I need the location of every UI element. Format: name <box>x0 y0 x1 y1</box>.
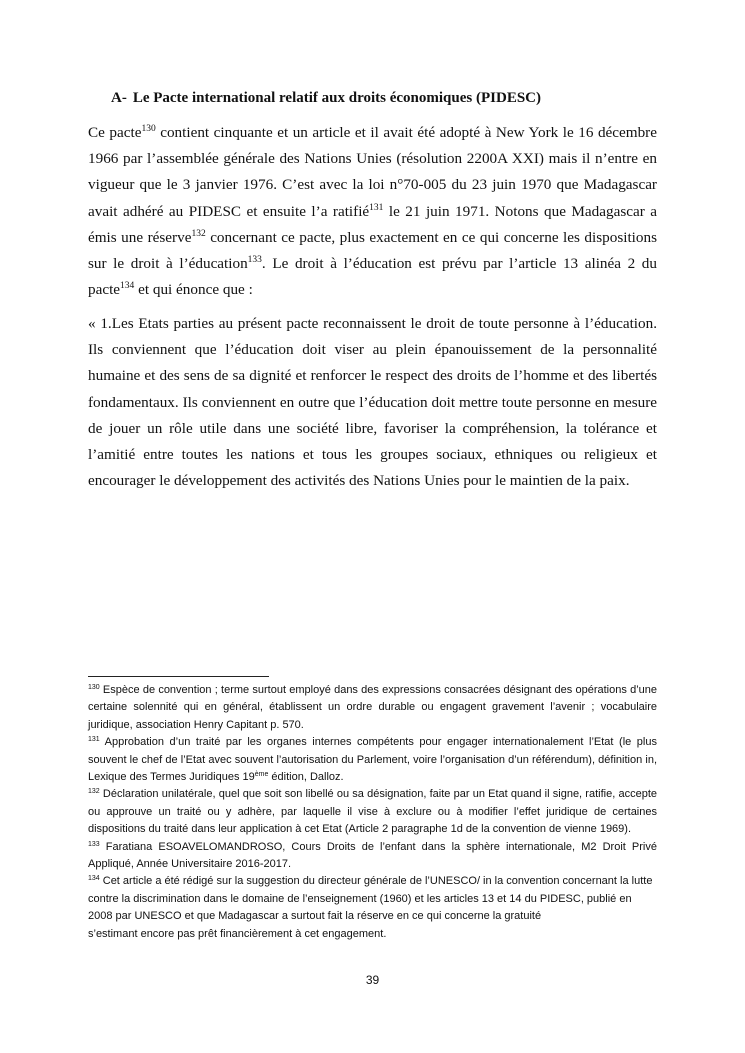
text-span: Ce pacte <box>88 124 142 141</box>
footnote-number: 134 <box>88 875 100 883</box>
footnote-132 <box>88 786 657 838</box>
footnote-number: 133 <box>88 840 100 848</box>
text-span: et qui énonce que : <box>134 281 253 299</box>
footnote-ref-134[interactable]: 134 <box>120 281 135 292</box>
footnote-134 <box>88 873 657 943</box>
text-span: . Le droit à l’éducation est prévu par l’article 13 alinéa 2 du pacte <box>88 255 657 299</box>
footnote-133 <box>88 839 657 874</box>
footnote-number: 130 <box>88 684 100 691</box>
section-heading <box>111 88 541 108</box>
footnote-ref-132[interactable]: 132 <box>191 228 206 239</box>
footnote-separator <box>88 676 269 677</box>
footnote-text: s’estimant encore pas prêt financièrement à cet engagement. <box>88 927 387 940</box>
edition-superscript: ème <box>254 771 269 779</box>
footnote-text: Espèce de convention ; terme surtout employé dans des expressions consacrées désignant des opérations d’une certaine solennité qui en général, établissent un ordre durable ou engagent gravement l’avenir ; vocabulaire juridique, association Henry Capitant p. 570. <box>88 684 657 731</box>
footnote-text: Approbation d’un traité par les organes internes compétents pour engager internationalement l’Etat (le plus souvent le chef de l’Etat avec souvent l’autorisation du Parlement, voire l’organisation d’un référendum), définition in, Lexique des Termes Juridiques 19 <box>88 736 657 784</box>
section-title: Le Pacte international relatif aux droits économiques (PIDESC) <box>132 90 541 106</box>
footnote-130 <box>88 682 657 734</box>
intro-paragraph <box>88 120 657 303</box>
footnote-number: 131 <box>88 736 100 744</box>
footnote-ref-133[interactable]: 133 <box>247 255 262 266</box>
footnote-ref-130[interactable]: 130 <box>141 124 156 134</box>
text-span: concernant ce pacte, plus exactement en ce qui concerne les dispositions sur le droit à l’éducation <box>88 228 657 273</box>
footnote-number: 132 <box>88 788 100 796</box>
footnote-text: Faratiana ESOAVELOMANDROSO, Cours Droits de l’enfant dans la sphère internationale, M2 Droit Privé Appliqué, Année Universitaire 2016-2017. <box>88 840 657 871</box>
section-letter: A- <box>111 90 127 106</box>
footnote-text: Déclaration unilatérale, quel que soit son libellé ou sa désignation, faite par un Etat quand il signe, ratifie, accepte ou approuve un traité ou y adhère, par laquelle il vise à exclure ou à modifier l’effet juridique de certaines dispositions du traité dans leur application à cet Etat (Article 2 paragraphe 1d de la convention de vienne 1969). <box>88 788 657 836</box>
text-span: le 21 juin 1971. Notons que Madagascar a émis une réserve <box>88 202 657 246</box>
text-span: contient cinquante et un article et il avait été adopté à New York le 16 décembre 1966 par l’assemblée générale des Nations Unies (résolution 2200A XXI) mais il n’entre en vigueur que le 3 janvier 1976. C’est avec la loi n°70-005 du 23 juin 1970 que Madagascar avait adhéré au PIDESC et ensuite l’a ratifié <box>88 124 657 220</box>
footnote-text: Cet article a été rédigé sur la suggestion du directeur générale de l’UNESCO/ in la convention concernant la lutte contre la discrimination dans le domaine de l’enseignement (1960) et les articles 13 et 14 du PIDESC, publié en 2008 par UNESCO et que Madagascar a surtout fait la réserve en ce qui concerne la gratuité <box>88 875 653 923</box>
quoted-article-paragraph: « 1.Les Etats parties au présent pacte reconnaissent le droit de toute personne à l’éducation. Ils conviennent que l’éducation doit viser au plein épanouissement de la personnalité humaine et des sens de sa dignité et renforcer le respect des droits de l’homme et des libertés fondamentaux. Ils conviennent en outre que l’éducation doit mettre toute personne en mesure de jouer un rôle utile dans une société libre, favoriser la compréhension, la tolérance et l’amitié entre toutes les nations et tous les groupes sociaux, ethniques ou religieux et encourager le développement des activités des Nations Unies pour le maintien de la paix. <box>88 315 657 490</box>
footnote-ref-131[interactable]: 131 <box>369 202 384 213</box>
footnote-131 <box>88 734 657 786</box>
page-number: 39 <box>365 973 380 987</box>
footnotes-section <box>88 682 657 943</box>
footnote-text: édition, Dalloz. <box>268 771 344 784</box>
